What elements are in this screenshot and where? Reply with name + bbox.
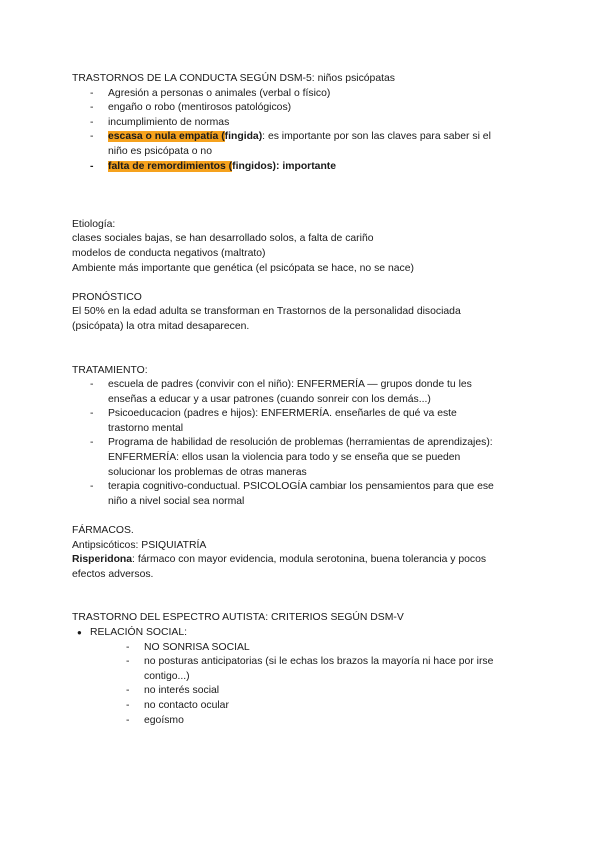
tratamiento-list bbox=[72, 378, 532, 509]
conducta-title: TRASTORNOS DE LA CONDUCTA SEGÚN DSM-5: niños psicópatas bbox=[72, 73, 395, 84]
bullet-icon: ● bbox=[77, 628, 82, 637]
antipsicoticos-line: Antipsicóticos: PSIQUIATRÍA bbox=[72, 539, 207, 551]
farmacos-title: FÁRMACOS. bbox=[72, 525, 134, 537]
list-item: - Psicoeducacion (padres e hijos): ENFERMERÍA. enseñarles de qué va este trastorno mental bbox=[90, 408, 457, 434]
risperidona-line: efectos adversos. bbox=[72, 568, 154, 580]
pronostico-line: El 50% en la edad adulta se transforman en Trastornos de la personalidad disociada bbox=[72, 306, 461, 318]
pronostico-title: PRONÓSTICO bbox=[72, 291, 142, 303]
document-page bbox=[72, 72, 532, 728]
etiologia-line: modelos de conducta negativos (maltrato) bbox=[72, 247, 266, 259]
relacion-social-list bbox=[72, 641, 532, 729]
list-item: - Agresión a personas o animales (verbal o físico) bbox=[90, 87, 331, 99]
list-item: - engaño o robo (mentirosos patológicos) bbox=[90, 102, 292, 114]
etiologia-title: Etiología: bbox=[72, 218, 116, 230]
conducta-list bbox=[72, 87, 532, 175]
list-item: - incumplimiento de normas bbox=[90, 116, 230, 128]
list-item: - escuela de padres (convivir con el niño): ENFERMERÍA — grupos donde tu les enseñas a educar y a usar patrones (cuando sonreir con los demás...) bbox=[90, 379, 472, 405]
highlight: escasa o nula empatía ( bbox=[108, 131, 225, 143]
list-item: - NO SONRISA SOCIAL bbox=[126, 641, 250, 653]
pronostico-line: (psicópata) la otra mitad desaparecen. bbox=[72, 320, 250, 332]
list-item: - no contacto ocular bbox=[126, 699, 229, 711]
list-item: - no interés social bbox=[126, 685, 220, 697]
list-item: - terapia cognitivo-conductual. PSICOLOGÍA cambiar los pensamientos para que ese niño a nivel social sea normal bbox=[90, 481, 494, 507]
highlight: falta de remordimientos ( bbox=[108, 160, 233, 172]
etiologia-line: Ambiente más importante que genética (el psicópata se hace, no se nace) bbox=[72, 262, 414, 274]
list-item: - no posturas anticipatorias (si le echas los brazos la mayoría ni hace por irse contigo...) bbox=[126, 656, 494, 682]
risperidona-line: Risperidona: fármaco con mayor evidencia, modula serotonina, buena tolerancia y pocos bbox=[72, 554, 487, 566]
list-item-empatia: - escasa o nula empatía (fingida): es importante por son las claves para saber si el niño es psicópata o no bbox=[90, 131, 491, 157]
list-item: ● RELACIÓN SOCIAL: - NO SONRISA SOCIAL - no posturas anticipatorias (si le echas los brazos la mayoría ni hace por irse contigo...) - no interés social - no contacto ocular - egoísmo bbox=[72, 626, 532, 728]
autista-list bbox=[72, 626, 532, 728]
tratamiento-title: TRATAMIENTO: bbox=[72, 364, 148, 376]
autista-title: TRASTORNO DEL ESPECTRO AUTISTA: CRITERIOS SEGÚN DSM-V bbox=[72, 612, 404, 624]
list-item: - Programa de habilidad de resolución de problemas (herramientas de aprendizajes): ENFERMERÍA: ellos usan la violencia para todo y se enseña que se pueden solucionar los problemas de otras maneras bbox=[90, 437, 493, 478]
etiologia-line: clases sociales bajas, se han desarrollado solos, a falta de cariño bbox=[72, 233, 374, 245]
list-item-remordimientos: - falta de remordimientos (fingidos): importante bbox=[90, 160, 337, 172]
list-item: - egoísmo bbox=[126, 714, 184, 726]
